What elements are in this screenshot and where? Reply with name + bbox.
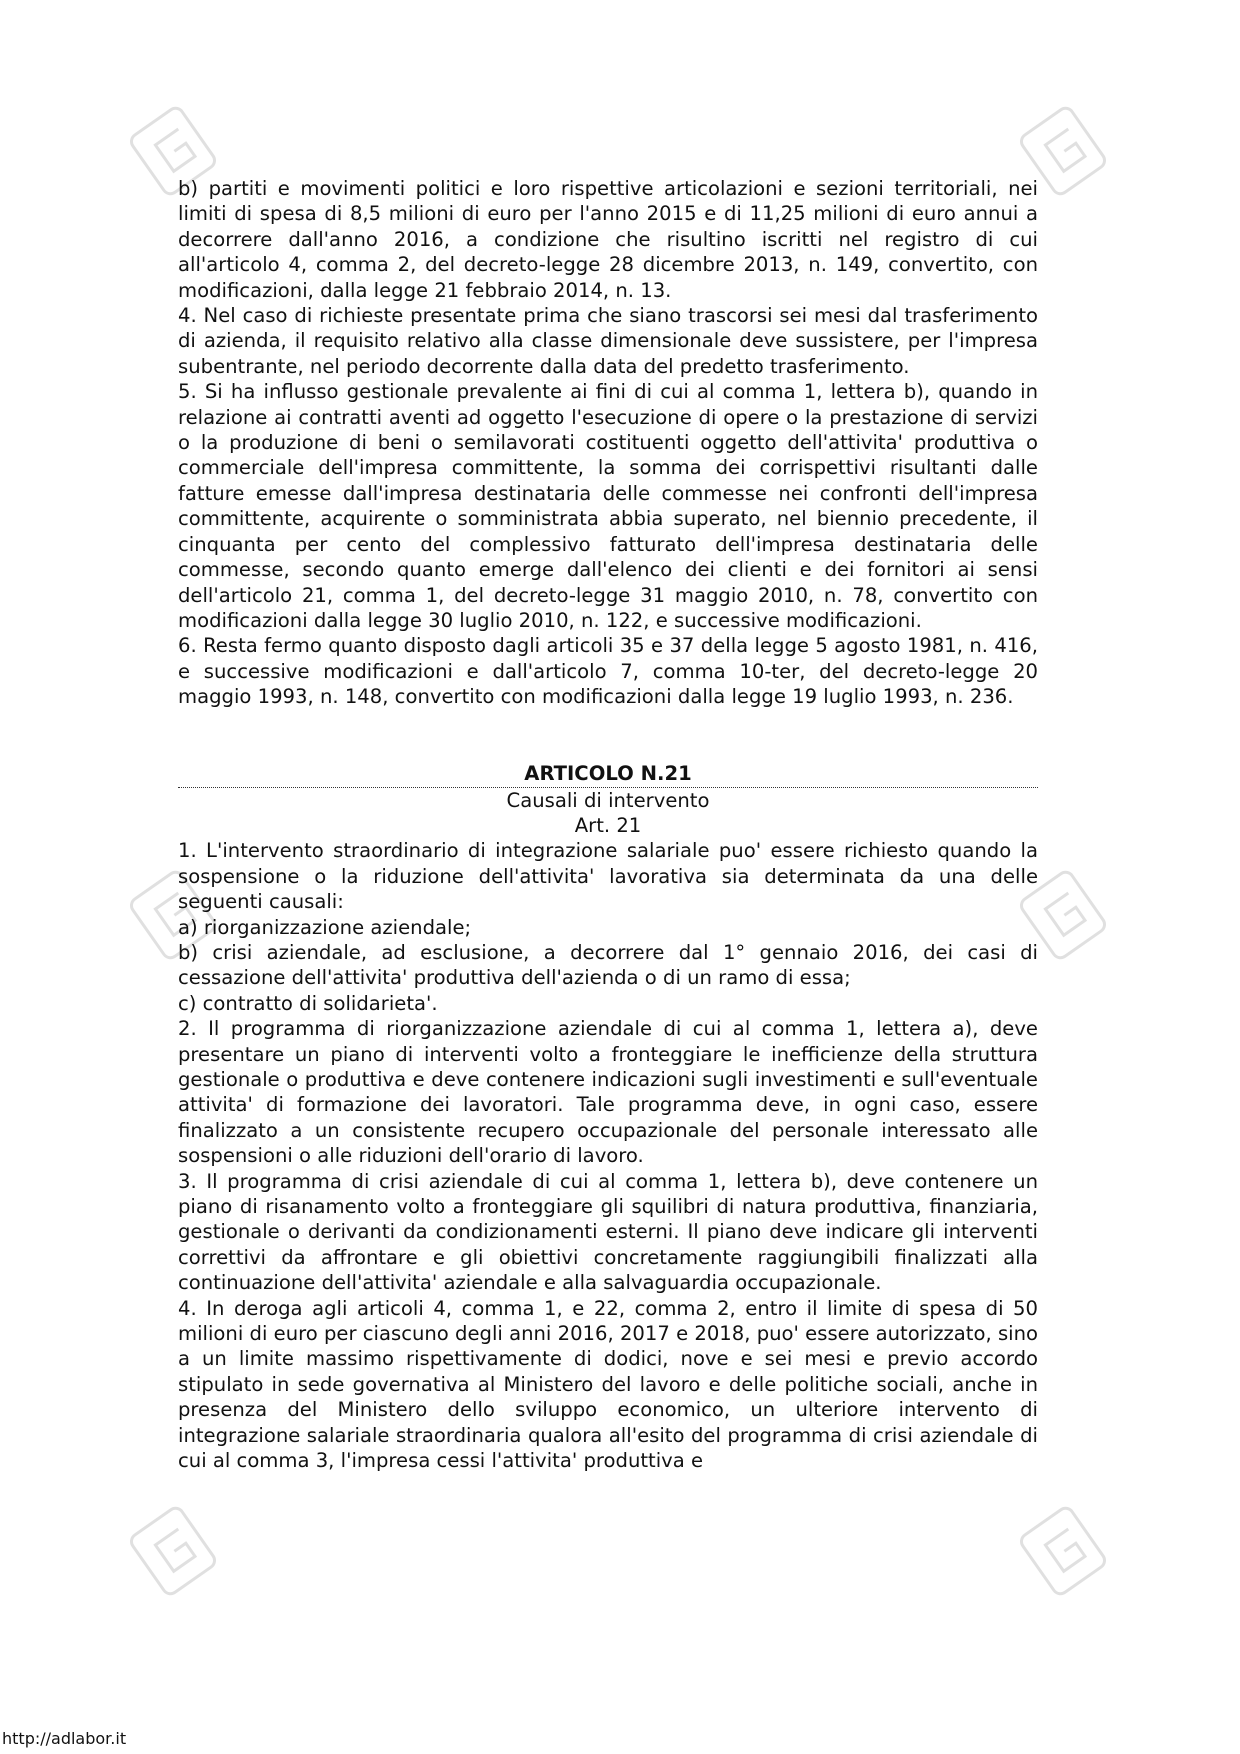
article-paragraph-4: 4. In deroga agli articoli 4, comma 1, e 22, comma 2, entro il limite di spesa di 50 milioni di euro per ciascuno degli anni 2016, 2017 e 2018, puo' essere autorizzato, sino a un limite massimo rispettivamente di dodici, nove e sei mesi e previo accordo stipulato in sede governativa al Ministero del lavoro e delle politiche sociali, anche in presenza del Ministero dello sviluppo economico, un ulteriore intervento di integrazione salariale straordinaria qualora all'esito del programma di crisi aziendale di cui al comma 3, l'impresa cessi l'attivita' produttiva e (178, 1296, 1038, 1473)
article-paragraph-1: 1. L'intervento straordinario di integrazione salariale puo' essere richiesto quando la sospensione o la riduzione dell'attivita' lavorativa sia determinata da una delle seguenti causali: (178, 839, 1038, 914)
document-body (178, 176, 1038, 1474)
article-item-b: b) crisi aziendale, ad esclusione, a decorrere dal 1° gennaio 2016, dei casi di cessazione dell'attivita' produttiva dell'azienda o di un ramo di essa; (178, 940, 1038, 990)
article-item-a: a) riorganizzazione aziendale; (178, 915, 472, 939)
article-item-c: c) contratto di solidarieta'. (178, 991, 438, 1015)
paragraph-b-partiti: b) partiti e movimenti politici e loro rispettive articolazioni e sezioni territoriali, nei limiti di spesa di 8,5 milioni di euro per l'anno 2015 e di 11,25 milioni di euro annui a decorrere dall'anno 2016, a condizione che risultino iscritti nel registro di cui all'articolo 4, comma 2, del decreto-legge 28 dicembre 2013, n. 149, convertito, con modificazioni, dalla legge 21 febbraio 2014, n. 13. (178, 177, 1038, 302)
paragraph-comma-5: 5. Si ha influsso gestionale prevalente ai fini di cui al comma 1, lettera b), quando in relazione ai contratti aventi ad oggetto l'esecuzione di opere o la prestazione di servizi o la produzione di beni o semilavorati costituenti oggetto dell'attivita' produttiva o commerciale dell'impresa committente, la somma dei corrispettivi risultanti dalle fatture emesse dall'impresa destinataria delle commesse nei confronti dell'impresa committente, acquirente o somministrata abbia superato, nel biennio precedente, il cinquanta per cento del complessivo fatturato dell'impresa destinataria delle commesse, secondo quanto emerge dall'elenco dei clienti e dei fornitori ai sensi dell'articolo 21, comma 1, del decreto-legge 31 maggio 2010, n. 78, convertito con modificazioni dalla legge 30 luglio 2010, n. 122, e successive modificazioni. (178, 380, 1038, 632)
article-paragraph-2: 2. Il programma di riorganizzazione aziendale di cui al comma 1, lettera a), deve presentare un piano di interventi volto a fronteggiare le inefficienze della struttura gestionale o produttiva e deve contenere indicazioni sugli investimenti e sull'eventuale attivita' di formazione dei lavoratori. Tale programma deve, in ogni caso, essere finalizzato a un consistente recupero occupazionale del personale interessato alle sospensioni o alle riduzioni dell'orario di lavoro. (178, 1017, 1038, 1168)
paragraph-comma-4: 4. Nel caso di richieste presentate prima che siano trascorsi sei mesi dal trasferimento di azienda, il requisito relativo alla classe dimensionale deve sussistere, per l'impresa subentrante, nel periodo decorrente dalla data del predetto trasferimento. (178, 304, 1038, 378)
article-number: Art. 21 (574, 813, 642, 837)
article-title: ARTICOLO N.21 (178, 762, 1038, 788)
paragraph-comma-6: 6. Resta fermo quanto disposto dagli articoli 35 e 37 della legge 5 agosto 1981, n. 416, e successive modificazioni e dall'articolo 7, comma 10-ter, del decreto-legge 20 maggio 1993, n. 148, convertito con modificazioni dalla legge 19 luglio 1993, n. 236. (178, 634, 1038, 709)
article-subtitle: Causali di intervento (506, 788, 710, 812)
watermark-logo-icon (1018, 1496, 1108, 1606)
watermark-logo-icon (128, 1496, 218, 1606)
article-paragraph-3: 3. Il programma di crisi aziendale di cui al comma 1, lettera b), deve contenere un piano di risanamento volto a fronteggiare gli squilibri di natura produttiva, finanziaria, gestionale o derivanti da condizionamenti esterni. Il piano deve indicare gli interventi correttivi da affrontare e gli obiettivi concretamente raggiungibili finalizzati alla continuazione dell'attivita' aziendale e alla salvaguardia occupazionale. (178, 1169, 1038, 1295)
footer-url-link[interactable]: http://adlabor.it (2, 1729, 127, 1748)
